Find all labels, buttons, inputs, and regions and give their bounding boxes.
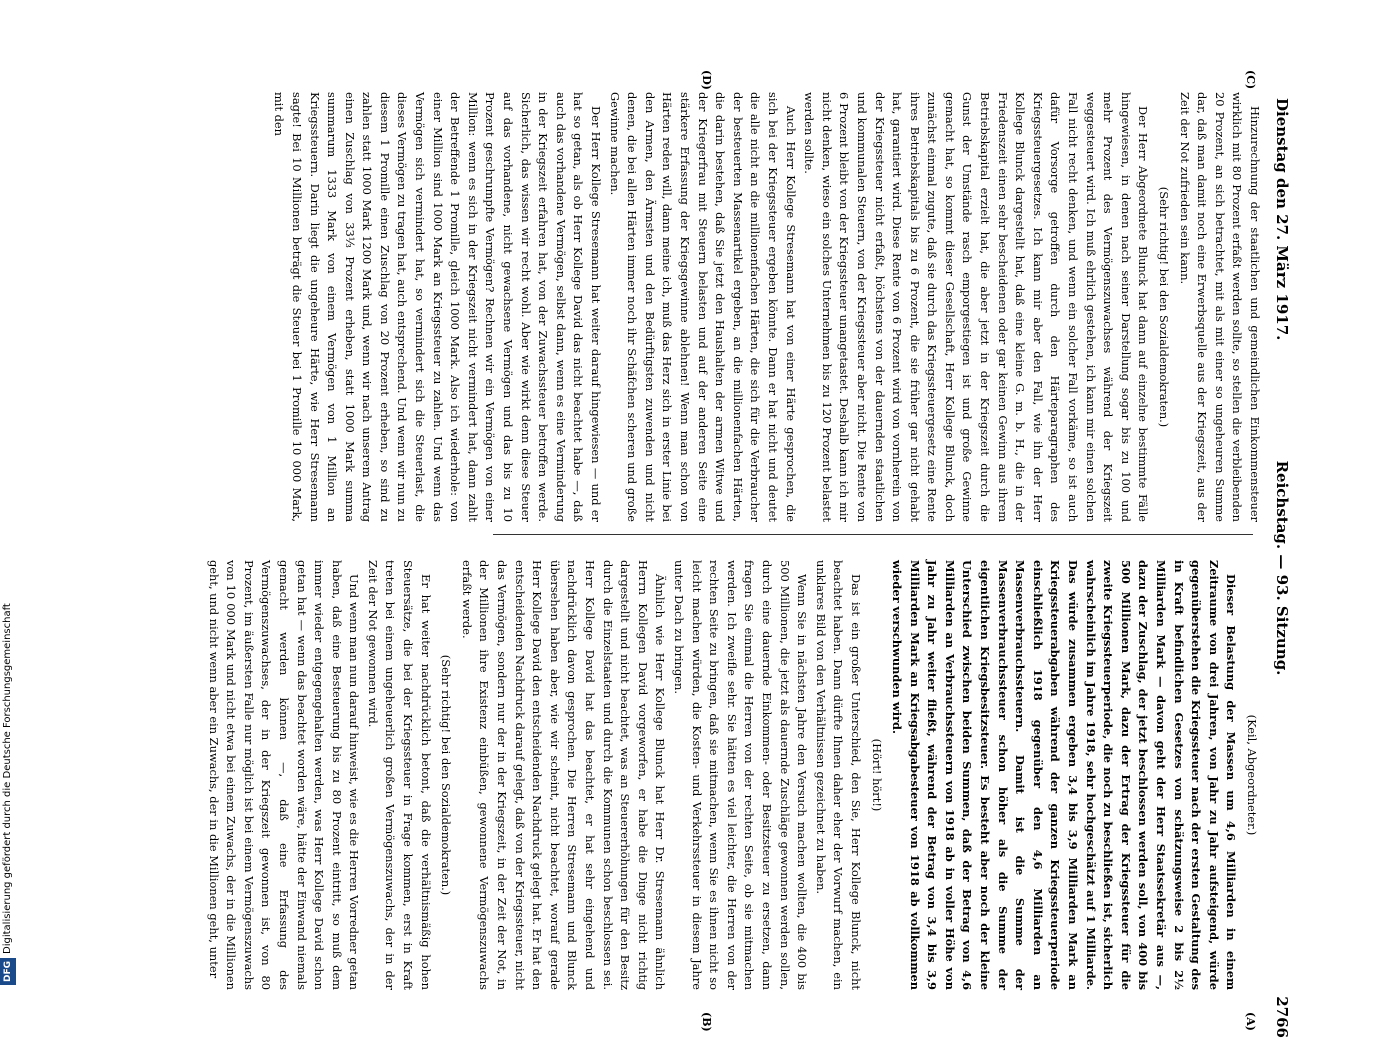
paragraph: Das ist ein großer Unterschied, den Sie, Herr Kollege Blunck, nicht beachtet haben. Dann dürfte Ihnen daher eher der Vorwurf machen, ein unklares Bild von den Verhältnissen gezeichnet zu haben. xyxy=(813,560,863,990)
paragraph: (Keil, Abgeordneter.) xyxy=(1245,714,1259,836)
paragraph: (Sehr richtig! bei den Sozialdemokraten.) xyxy=(1157,186,1172,428)
paragraph: Wenn Sie in nächsten Jahre den Versuch machen wollten, die 400 bis 500 Millionen, die jetzt als dauernde Zuschläge gewonnen werden sollen, durch eine dauernde Einkommen- oder Besitzsteuer zu ersetzen, dann fragen Sie einmal die Herren von der rechten Seite, ob sie mitmachen werden. Ich zweifle sehr. Sie hätten es viel leichter, die Herren von der rechten Seite zu bringen, daß sie mitmachen, wenn Sie es ihnen nicht so leicht machen würden, die Kosten- und Verkehrssteuer in diesem Jahre unter Dach zu bringen. xyxy=(672,560,810,990)
margin-letter-b: (B) xyxy=(700,1012,713,1032)
margin-letter-a: (A) xyxy=(1244,1012,1257,1031)
paragraph: Und wenn man nun darauf hinweist, wie es die Herren Vorredner getan haben, daß eine Besteuerung bis zu 80 Prozent eintritt, so muß dem immer wieder entgegengehalten werden, was Herr Kollege David schon getan hat — wenn das beachtet worden wäre, hätte der Einwand niemals gemacht werden können —, daß eine Erfassung des Vermögenszuwachses, der in der Kriegszeit gewonnen ist, von 80 Prozent, im äußersten Falle nur möglich ist bei einem Vermögenszuwachs von 10 000 Mark und nicht etwa bei einem Zuwachs, der in die Millionen geht, und nicht wenn aber ein Zuwachs, der in die Millionen geht, unter xyxy=(206,560,362,990)
page-header xyxy=(1261,98,1291,1038)
paragraph: Der Herr Kollege Stresemann hat weiter darauf hingewiesen — und er hat so getan, als ob Herr Kollege David das nicht beachtet habe —, daß auch das vorhandene Vermögen, selbst dann, wenn es eine Verminderung in der Kriegszeit erfahren hat, von der Zuwachssteuer betroffen werde. Sicherlich, das wissen wir recht wohl. Aber wie wirkt denn diese Steuer auf das vorhandene, nicht gewachsene Vermögen und das bis zu 10 Prozent geschrumpfte Vermögen? Rechnen wir ein Vermögen von einer Million: wenn es sich in der Kriegszeit nicht vermindert hat, dann zahlt der Betreffende 1 Promille, gleich 1000 Mark. Also ich wiederhole: von einer Million sind 1000 Mark an Kriegssteuer zu zahlen. Und wenn das Vermögen sich vermindert hat, so vermindert sich die Steuerlast, die dieses Vermögen zu tragen hat, auch entsprechend. Und wenn wir nun zu diesem 1 Promille einen Zuschlag von 20 Prozent erheben, so sind zu zahlen statt 1000 Mark 1200 Mark und, wenn wir nach unserem Antrag einen Zuschlag von 33⅓ Prozent erheben, statt 1000 Mark summa summarum 1333 Mark von einem Vermögen von 1 Million an Kriegssteuern. Darin liegt die ungeheure Härte, wie Herr Stresemann sagte! Bei 10 Millionen beträgt die Steuer bei 1 Promille 10 000 Mark, mit den xyxy=(272,92,604,522)
text-column-2 xyxy=(272,92,1263,522)
footer-text: Digitalisierung gefördert durch die Deutsche Forschungsgemeinschaft xyxy=(2,603,13,954)
margin-letter-c: (C) xyxy=(1244,70,1257,90)
paragraph: (Hört! hört!) xyxy=(869,738,884,812)
header-date: Dienstag den 27. März 1917. xyxy=(1273,98,1291,341)
paragraph: Dieser Belastung der Massen um 4,6 Milliarden in einem Zeitraume von drei Jahren, von Jahr zu Jahr aufsteigend, würde gegenüberstehen die Kriegssteuer nach der ersten Gestaltung des in Kraft befindlichen Gesetzes von schätzungsweise 2 bis 2½ Milliarden Mark — davon geht der Herr Staatssekretär aus —, dazu der Zuschlag, der jetzt beschlossen werden soll, von 400 bis 500 Millionen Mark, dazu der Ertrag der Kriegssteuer für die zweite Kriegssteuerperiode, die noch zu beschließen ist, sicherlich wahrscheinlich im Jahre 1918, sehr hochgeschätzt auf 1 Milliarde. Das würde zusammen ergeben 3,4 bis 3,9 Milliarden Mark an Kriegssteuerabgaben während der ganzen Kriegssteuerperiode einschließlich 1918 gegenüber den 4,6 Milliarden an Massenverbrauchssteuern. Damit ist die Summe der Massenverbrauchssteuer schon höher als die Summe der eigentlichen Kriegsbesitzsteuer. Es besteht aber noch der kleine Unterschied zwischen beiden Summen, daß der Betrag von 4,6 Milliarden an Verbrauchssteuern von 1918 ab in voller Höhe von Jahr zu Jahr weiter fließt, während der Betrag von 3,4 bis 3,9 Milliarden Mark an Kriegsabgabesteuer von 1918 ab vollkommen wieder verschwunden wird. xyxy=(890,560,1239,990)
paragraph: Ähnlich wie Herr Kollege Blunck hat Herr Dr. Stresemann ähnlich Herrn Kollegen David vorgeworfen, er habe die Dinge nicht richtig dargestellt und nicht beachtet, was an Steuererhöhungen für den Besitz durch die Einzelstaaten und durch die Kommunen schon beschlossen sei. Herr Kollege David hat das beachtet, er hat sehr eingehend und nachdrücklich davon gesprochen. Die Herren Stresemann und Blunck übersehen haben aber, wie wir scheint, nicht beachtet, worauf gerade Herr Kollege David den entscheidenden Nachdruck gelegt hat. Er hat den entscheidenden Nachdruck darauf gelegt, daß von der Kriegssteuer, nicht das Vermögen, sondern nur der in der Kriegszeit, in der Zeit der Not, in der Millionen ihre Existenz einbüßen, gewonnene Vermögenszuwachs erfaßt werde. xyxy=(459,560,668,990)
margin-letter-d: (D) xyxy=(700,70,713,90)
text-column-1 xyxy=(206,560,1263,990)
footer-credit xyxy=(0,0,16,985)
paragraph: Hinzurechnung der staatlichen und gemeindlichen Einkommensteuer wirklich mit 80 Prozent erfaßt werden sollte, so stellen die verbleibenden 20 Prozent, an sich betrachtet, mit als mit einer so ungeheuren Summe dar, daß man damit noch eine Erwerbsquelle aus der Kriegszeit, aus der Zeit der Not zufrieden sein kann. xyxy=(1177,92,1262,522)
page-number: 2766 xyxy=(1273,996,1291,1038)
paragraph: Er hat weiter nachdrücklich betont, daß die verhältnismäßig hohen Steuersätze, die bei der Kriegssteuer in Frage kommen, erst in Kraft treten bei einem ungeheuerlich großen Vermögenszuwachs, der in der Zeit der Not gewonnen wird. xyxy=(365,560,433,990)
paragraph: (Sehr richtig! bei den Sozialdemokraten.) xyxy=(439,654,454,896)
digitization-footer xyxy=(0,0,16,1000)
header-title: Reichstag. — 93. Sitzung. xyxy=(1273,460,1291,676)
column-divider xyxy=(493,534,1253,535)
dfg-logo: DFG xyxy=(0,958,16,985)
paragraph: Der Herr Abgeordnete Blunck hat dann auf einzelne bestimmte Fälle hingewiesen, in denen nach seiner Darstellung sogar bis zu 100 und mehr Prozent des Vermögenszuwachses während der Kriegszeit weggesteuert wird. Ich muß ehrlich gestehen, ich kann mir einen solchen Fall nicht recht denken, und wenn ein solcher Fall vorkäme, so ist auch dafür Vorsorge getroffen durch den Härteparagraphen des Kriegssteuergesetzes. Ich kann mir aber den Fall, wie ihn der Herr Kollege Blunck dargestellt hat, daß eine kleine G. m. b. H., die in der Friedenszeit einen sehr bescheidenen oder gar keinen Gewinn aus ihrem Betriebskapital erzielt hat, die aber jetzt in der Kriegszeit durch die Gunst der Umstände rasch emporgestiegen ist und große Gewinne gemacht hat, so kommt dieser Gesellschaft, Herr Kollege Blunck, doch zunächst einmal zugute, daß sie durch das Kriegssteuergesetz eine Rente ihres Betriebskapitals bis zu 6 Prozent, die sie früher gar nicht gehabt hat, garantiert wird. Diese Rente von 6 Prozent wird von vornherein von der Kriegssteuer nicht erfaßt, höchstens von der dauernden staatlichen und kommunalen Steuern, von der Kriegssteuer aber nicht. Die Rente von 6 Prozent bleibt von der Kriegssteuer unangetastet. Deshalb kann ich mir nicht denken, wieso ein solches Unternehmen bis zu 120 Prozent belastet werden sollte. xyxy=(802,92,1151,522)
paragraph: Auch Herr Kollege Stresemann hat von einer Härte gesprochen, die sich bei der Kriegssteuer ergeben könnte. Dann er hat nicht und deutet die alle nicht an die millionenfachen Härten, die sich für die Verbraucher der besteuerten Massenartikel ergeben, an die millionenfachen Härten, die darin bestehen, daß Sie jetzt den Haushalten der armen Witwe und der Kriegerfrau mit Steuern belasten und auf der anderen Seite eine stärkere Erfassung der Kriegsgewinne ablehnen! Wenn man schon von Härten reden will, dann meine ich, muß das Herz sich in erster Linie bei den Armen, den Ärmsten und den Bedürftigsten zuwenden und nicht denen, die bei allen Härten immer noch ihr Schäfchen scheren und große Gewinne machen. xyxy=(607,92,798,522)
